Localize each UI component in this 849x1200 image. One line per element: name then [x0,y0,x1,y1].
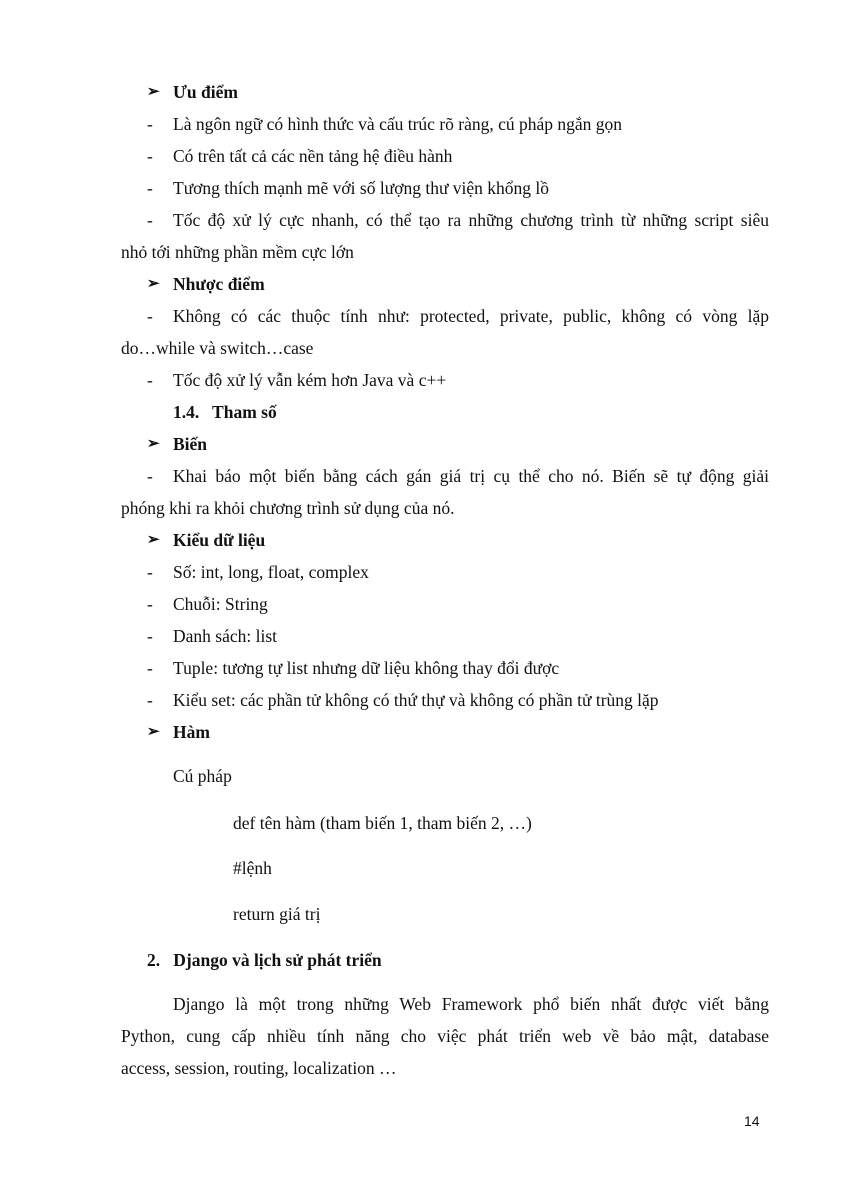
list-item: Tốc độ xử lý vẫn kém hơn Java và c++ [173,370,447,390]
list-item-continuation: nhỏ tới những phần mềm cực lớn [121,242,354,262]
list-item-continuation: phóng khi ra khỏi chương trình sử dụng của nó. [121,498,455,518]
dash-bullet: - [147,690,153,710]
dash-bullet: - [147,626,153,646]
arrow-bullet-icon: ➢ [147,276,160,292]
dash-bullet: - [147,178,153,198]
dash-bullet: - [147,210,153,230]
list-item: Chuỗi: String [173,594,268,614]
dash-bullet: - [147,146,153,166]
code-line: return giá trị [233,904,321,924]
heading-django: 2. Django và lịch sử phát triển [147,950,382,970]
dash-bullet: - [147,594,153,614]
arrow-bullet-icon: ➢ [147,724,160,740]
list-item: Tốc độ xử lý cực nhanh, có thể tạo ra những chương trình từ những script siêu [173,210,769,230]
list-item: Tuple: tương tự list nhưng dữ liệu không thay đổi được [173,658,560,678]
paragraph-line: access, session, routing, localization … [121,1058,397,1078]
list-item-continuation: do…while và switch…case [121,338,314,358]
arrow-bullet-icon: ➢ [147,436,160,452]
dash-bullet: - [147,562,153,582]
arrow-bullet-icon: ➢ [147,532,160,548]
list-item: Số: int, long, float, complex [173,562,369,582]
dash-bullet: - [147,114,153,134]
syntax-label: Cú pháp [173,766,232,786]
dash-bullet: - [147,306,153,326]
heading-tham-so: 1.4. Tham số [173,402,277,422]
list-item: Khai báo một biến bằng cách gán giá trị cụ thể cho nó. Biến sẽ tự động giải [173,466,769,486]
paragraph-line: Django là một trong những Web Framework phổ biến nhất được viết bằng [173,994,769,1014]
list-item: Tương thích mạnh mẽ với số lượng thư viện khổng lồ [173,178,550,198]
code-line: #lệnh [233,858,272,878]
heading-uu-diem: Ưu điểm [173,82,238,102]
dash-bullet: - [147,370,153,390]
heading-bien: Biến [173,434,208,454]
heading-kieu-du-lieu: Kiểu dữ liệu [173,530,266,550]
dash-bullet: - [147,658,153,678]
list-item: Là ngôn ngữ có hình thức và cấu trúc rõ ràng, cú pháp ngắn gọn [173,114,623,134]
list-item: Không có các thuộc tính như: protected, private, public, không có vòng lặp [173,306,769,326]
dash-bullet: - [147,466,153,486]
heading-nhuoc-diem: Nhược điểm [173,274,265,294]
code-line: def tên hàm (tham biến 1, tham biến 2, …) [233,813,532,833]
list-item: Danh sách: list [173,626,278,646]
paragraph-line: Python, cung cấp nhiều tính năng cho việc phát triển web về bảo mật, database [121,1026,769,1046]
page-number: 14 [744,1113,760,1129]
heading-ham: Hàm [173,722,210,742]
arrow-bullet-icon: ➢ [147,84,160,100]
list-item: Có trên tất cả các nền tảng hệ điều hành [173,146,453,166]
list-item: Kiểu set: các phần tử không có thứ thự và không có phần tử trùng lặp [173,690,659,710]
